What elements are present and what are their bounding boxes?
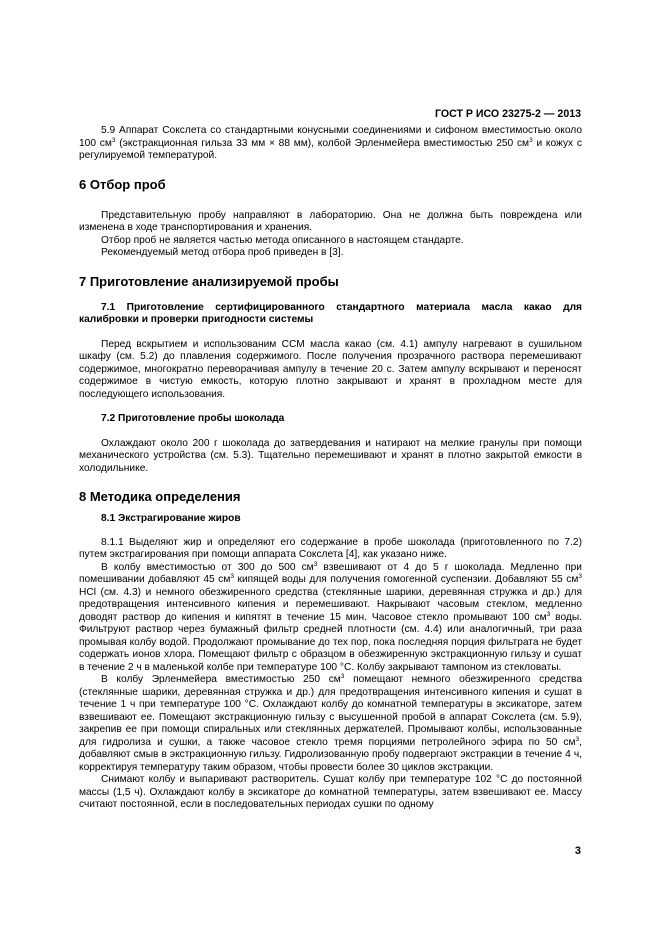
text-run: В колбу Эрленмейера вместимостью 250 см: [101, 674, 341, 685]
superscript: 3: [313, 560, 318, 568]
text-run: воды. Фильтруют раствор через бумажный фильтр средней плотности (см. 4.4) или аналогичный, три раза промывая колбу водой. Продолжают промывание до тех пор, пока последняя порция фильтрата не будет содержать ионов хлора. Помещают фильтр с образцом в обезжиренную экстракционную гильзу и сушат в течение 2 ч в маленькой колбе при температуре 100 °С. Колбу закрывают тампоном из стекловаты.: [79, 611, 582, 673]
section-6-paragraph-2: Отбор проб не является частью метода описанного в настоящем стандарте.: [101, 234, 464, 246]
section-6-paragraph-3: Рекомендуемый метод отбора проб приведен в [3].: [101, 247, 344, 258]
text-run: помещают немного обезжиренного средства (стеклянные шарики, деревянная стружка и др.) для предотвращения интенсивного кипения и сушат в течение 1 ч при температуре 100 °С. Охлаждают колбу до комнатной температуры в эксикаторе, затем взвешивают ее. Помещают экстракционную гильзу с высушенной пробой в аппарат Сокслета (см. 5.9), закрепив ее при помощи спиральных или стеклянных держателей. Промывают колбы, использованные для гидролиза и сушки, а также часовое стекло тремя порциями петролейного эфира по 50 см: [79, 674, 582, 748]
paragraph-8-1-1-hydrolysis: [79, 562, 582, 675]
standard-code-header: ГОСТ Р ИСО 23275-2 — 2013: [434, 108, 581, 120]
section-8-1-title: 8.1 Экстрагирование жиров: [101, 513, 241, 524]
text-run: HCl (см. 4.3) и немного обезжиренного средства (стеклянные шарики, деревянная стружка и др.) для предотвращения интенсивного кипения и перемешивают. Накрывают часовым стеклом, медленно доводят раствор до кипения и кипятят в течение 15 мин. Часовое стекло промывают 100 см: [79, 586, 582, 623]
text-run: взвешивают от 4 до 5 г шоколада. Медленно при помешивании добавляют 45 см: [79, 561, 582, 585]
text-run: , добавляют смыв в экстракционную гильзу. Гидролизованную пробу подвергают экстракции в течение 4 ч, корректируя температуру таким образом, чтобы провести более 30 циклов экстракции.: [79, 736, 582, 773]
page-content: [79, 125, 582, 812]
text-run: (экстракционная гильза 33 мм × 88 мм), колбой Эрленмейера вместимостью 250 см: [115, 137, 530, 149]
section-7-2-title: 7.2 Приготовление пробы шоколада: [101, 413, 285, 424]
superscript: 3: [230, 573, 234, 580]
section-7-title: 7 Приготовление анализируемой пробы: [79, 273, 339, 289]
paragraph-8-1-1-drying: Снимают колбу и выпаривают растворитель. Сушат колбу при температуре 102 °С до постоянной массы (1,5 ч). Охлаждают колбу в эксикаторе до комнатной температуры, затем взвешивают ее. Массу считают постоянной, если в последовательных периодах сушки по одному: [79, 774, 582, 810]
superscript: 3: [578, 573, 582, 580]
superscript: 3: [546, 610, 551, 618]
superscript: 3: [111, 136, 116, 144]
paragraph-5-9: [79, 125, 582, 163]
superscript: 3: [575, 735, 580, 743]
section-6-paragraph-1: Представительную пробу направляют в лабораторию. Она не должна быть повреждена или изменена в ходе транспортирования и хранения.: [79, 209, 582, 233]
section-7-2-paragraph: Охлаждают около 200 г шоколада до затвердевания и натирают на мелкие гранулы при помощи механического устройства (см. 5.3). Тщательно перемешивают и хранят в плотно закрытой емкости в холодильнике.: [79, 437, 582, 474]
text-run: кипящей воды для получения гомогенной суспензии. Добавляют 55 см: [233, 574, 579, 585]
text-run: 5.9 Аппарат Сокслета со стандартными конусными соединениями и сифоном вместимостью около 100 см: [79, 125, 582, 149]
text-run: и кожух с регулируемой температурой.: [79, 137, 582, 161]
superscript: 3: [340, 673, 345, 680]
superscript: 3: [529, 136, 533, 144]
page-number: 3: [574, 845, 581, 857]
text-run: В колбу вместимостью от 300 до 500 см: [101, 561, 314, 573]
section-7-1-title: 7.1 Приготовление сертифицированного стандартного материала масла какао для калибровки и проверки пригодности системы: [79, 301, 582, 325]
paragraph-8-1-1-extraction: [79, 674, 582, 774]
section-7-1-paragraph: Перед вскрытием и использованим ССМ масла какао (см. 4.1) ампулу нагревают в сушильном шкафу (см. 5.2) до плавления содержимого. После получения прозрачного раствора перемешивают содержимое, многократно переворачивая ампулу в течение 20 с. Затем ампулу вскрывают и переносят содержимое в чистую емкость, которую плотно закрывают и хранят в прохладном месте для последующего использования.: [79, 338, 582, 400]
section-8-title: 8 Методика определения: [79, 489, 241, 504]
paragraph-8-1-1: 8.1.1 Выделяют жир и определяют его содержание в пробе шоколада (приготовленного по 7.2) путем экстрагирования при помощи аппарата Сокслета [4], как указано ниже.: [79, 536, 582, 560]
section-6-title: 6 Отбор проб: [79, 176, 166, 192]
